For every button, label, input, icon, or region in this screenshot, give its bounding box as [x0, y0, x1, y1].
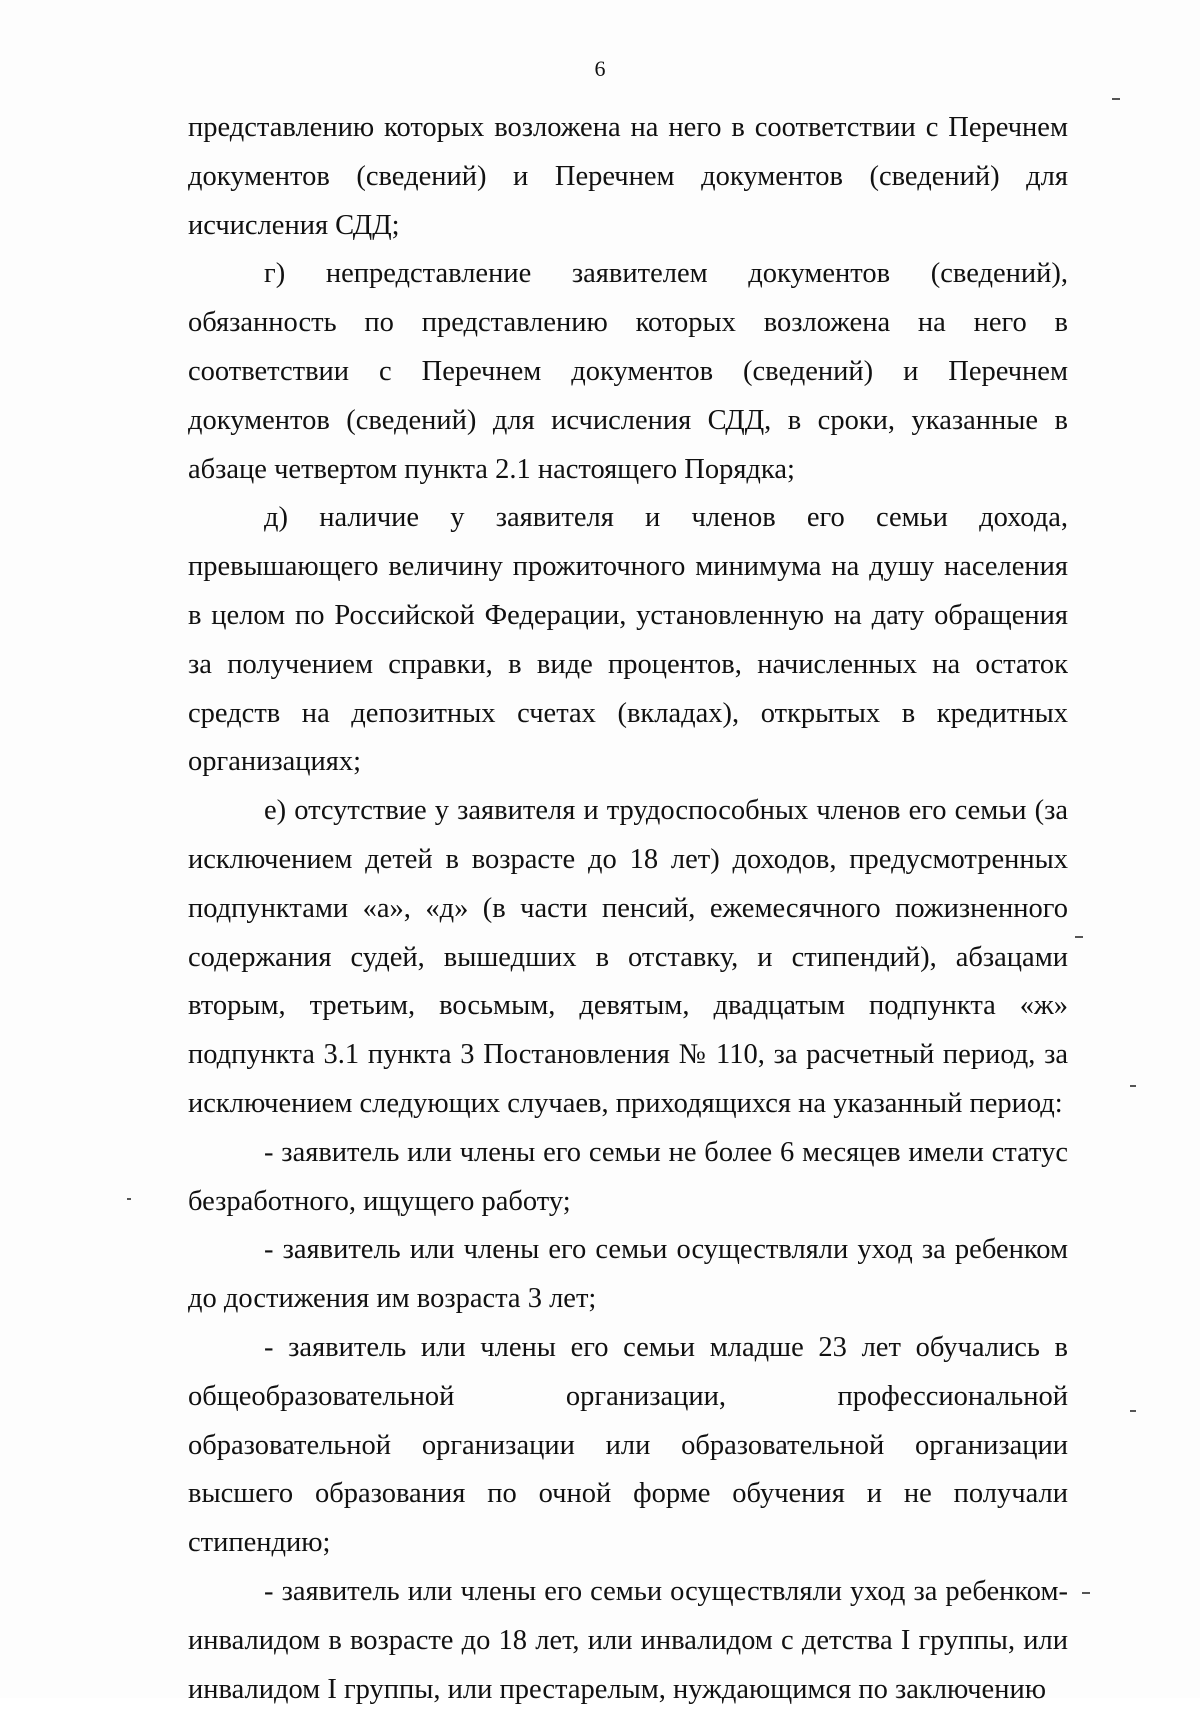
- scan-speck: [1130, 1085, 1136, 1087]
- paragraph-item-d: д) наличие у заявителя и членов его семьи дохода, превышающего величину прожиточного минимума на душу населения в целом по Российской Федерации, установленную на дату обращения за получением справки, в виде процентов, начисленных на остаток средств на депозитных счетах (вкладах), открытых в кредитных организациях;: [188, 502, 1068, 778]
- page-number: 6: [594, 56, 606, 81]
- document-body: [188, 104, 1068, 1714]
- scan-speck: [127, 1198, 131, 1200]
- paragraph-case-unemployed: - заявитель или члены его семьи не более 6 месяцев имели статус безработного, ищущего работу;: [188, 1136, 1068, 1217]
- scan-speck: [1112, 98, 1120, 100]
- paragraph-case-disabled-care: - заявитель или члены его семьи осуществляли уход за ребенком-инвалидом в возрасте до 18 лет, или инвалидом с детства I группы, или инвалидом I группы, или престарелым, нуждающимся по заключению: [188, 1575, 1068, 1705]
- paragraph-case-students: - заявитель или члены его семьи младше 23 лет обучались в общеобразовательной организации, профессиональной образовательной организации или образовательной организации высшего образования по очной форме обучения и не получали стипендию;: [188, 1331, 1068, 1559]
- paragraph-item-g: г) непредставление заявителем документов (сведений), обязанность по представлению которых возложена на него в соответствии с Перечнем документов (сведений) и Перечнем документов (сведений) для исчисления СДД, в сроки, указанные в абзаце четвертом пункта 2.1 настоящего Порядка;: [188, 258, 1068, 485]
- scan-speck: [1082, 1592, 1090, 1594]
- paragraph-continuation: представлению которых возложена на него в соответствии с Перечнем документов (сведений) и Перечнем документов (сведений) для исчисления СДД;: [188, 112, 1068, 241]
- paragraph-case-childcare: - заявитель или члены его семьи осуществляли уход за ребенком до достижения им возраста 3 лет;: [188, 1234, 1068, 1315]
- paragraph-item-e: е) отсутствие у заявителя и трудоспособных членов его семьи (за исключением детей в возрасте до 18 лет) доходов, предусмотренных подпунктами «а», «д» (в части пенсий, ежемесячного пожизненного содержания судей, вышедших в отставку, и стипендий), абзацами вторым, третьим, восьмым, девятым, двадцатым подпункта «ж» подпункта 3.1 пункта 3 Постановления № 110, за расчетный период, за исключением следующих случаев, приходящихся на указанный период:: [188, 795, 1068, 1119]
- scan-speck: [1075, 936, 1083, 938]
- scan-speck: [1130, 1410, 1136, 1412]
